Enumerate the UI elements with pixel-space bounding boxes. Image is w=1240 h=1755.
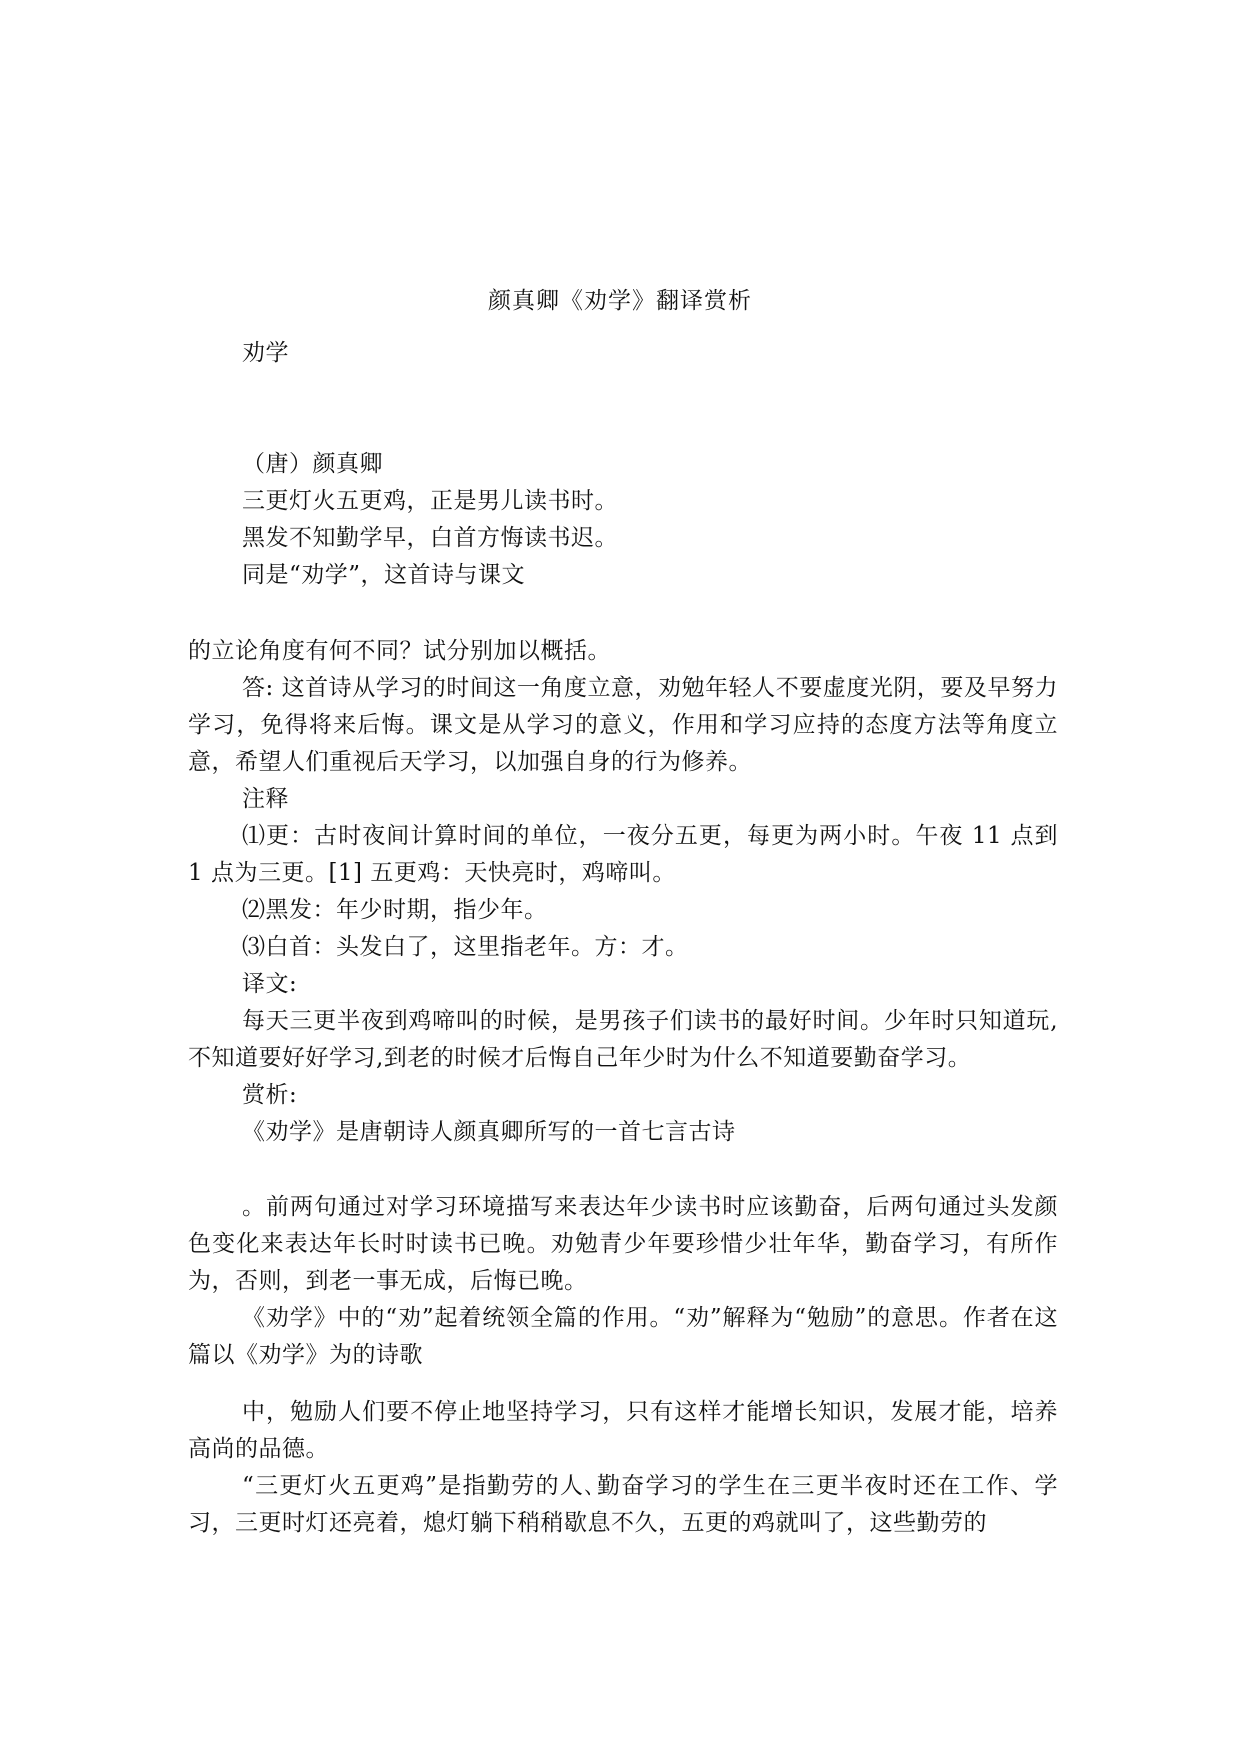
translation-paragraph: 每天三更半夜到鸡啼叫的时候，是男孩子们读书的最好时间。少年时只知道玩,不知道要好好学习,到老的时候才后悔自己年少时为什么不知道要勤奋学习。 [188, 1008, 1058, 1071]
question-end: 的立论角度有何不同？试分别加以概括。 [188, 638, 611, 664]
note-1: ⑴更：古时夜间计算时间的单位，一夜分五更，每更为两小时。午夜 11 点到 1 点为三更。[1] 五更鸡：天快亮时，鸡啼叫。 [188, 823, 1058, 886]
translation-heading: 译文: [242, 971, 298, 997]
question-start: 同是“劝学”，这首诗与课文 [242, 562, 526, 588]
poem-line-1: 三更灯火五更鸡，正是男儿读书时。 [242, 488, 618, 514]
answer-paragraph: 答: 这首诗从学习的时间这一角度立意，劝勉年轻人不要虚度光阴，要及早努力学习，免得将来后悔。课文是从学习的意义，作用和学习应持的态度方法等角度立意，希望人们重视后天学习，以加强自身的行为修养。 [188, 675, 1058, 775]
poem-heading: 劝学 [242, 340, 289, 366]
analysis-start: 《劝学》是唐朝诗人颜真卿所写的一首七言古诗 [242, 1119, 736, 1145]
analysis-paragraph-2-continued: 中，勉励人们要不停止地坚持学习，只有这样才能增长知识，发展才能，培养高尚的品德。 [188, 1399, 1058, 1462]
poem-block [188, 446, 1058, 594]
analysis-block-2 [188, 1394, 1058, 1542]
poem-heading-block [188, 335, 1058, 372]
analysis-continued: 。前两句通过对学习环境描写来表达年少读书时应该勤奋，后两句通过头发颜色变化来表达年长时时读书已晚。劝勉青少年要珍惜少壮年华，勤奋学习，有所作为，否则，到老一事无成，后悔已晚。 [188, 1194, 1058, 1294]
analysis-heading: 赏析: [242, 1082, 298, 1108]
document-title: 颜真卿《劝学》翻译赏析 [488, 288, 752, 314]
note-3: ⑶白首：头发白了，这里指老年。方：才。 [242, 934, 689, 960]
analysis-paragraph-3: “三更灯火五更鸡”是指勤劳的人､勤奋学习的学生在三更半夜时还在工作、学习，三更时灯还亮着，熄灯躺下稍稍歇息不久，五更的鸡就叫了，这些勤劳的 [188, 1473, 1058, 1536]
question-answer-block [188, 633, 1058, 1151]
poem-author: （唐）颜真卿 [242, 451, 383, 477]
note-2: ⑵黑发：年少时期，指少年。 [242, 897, 548, 923]
notes-heading: 注释 [242, 786, 289, 812]
poem-line-2: 黑发不知勤学早，白首方悔读书迟。 [242, 525, 618, 551]
analysis-paragraph-2: 《劝学》中的“劝”起着统领全篇的作用。“劝”解释为“勉励”的意思。作者在这篇以《劝学》为的诗歌 [188, 1305, 1058, 1368]
analysis-block [188, 1189, 1058, 1374]
